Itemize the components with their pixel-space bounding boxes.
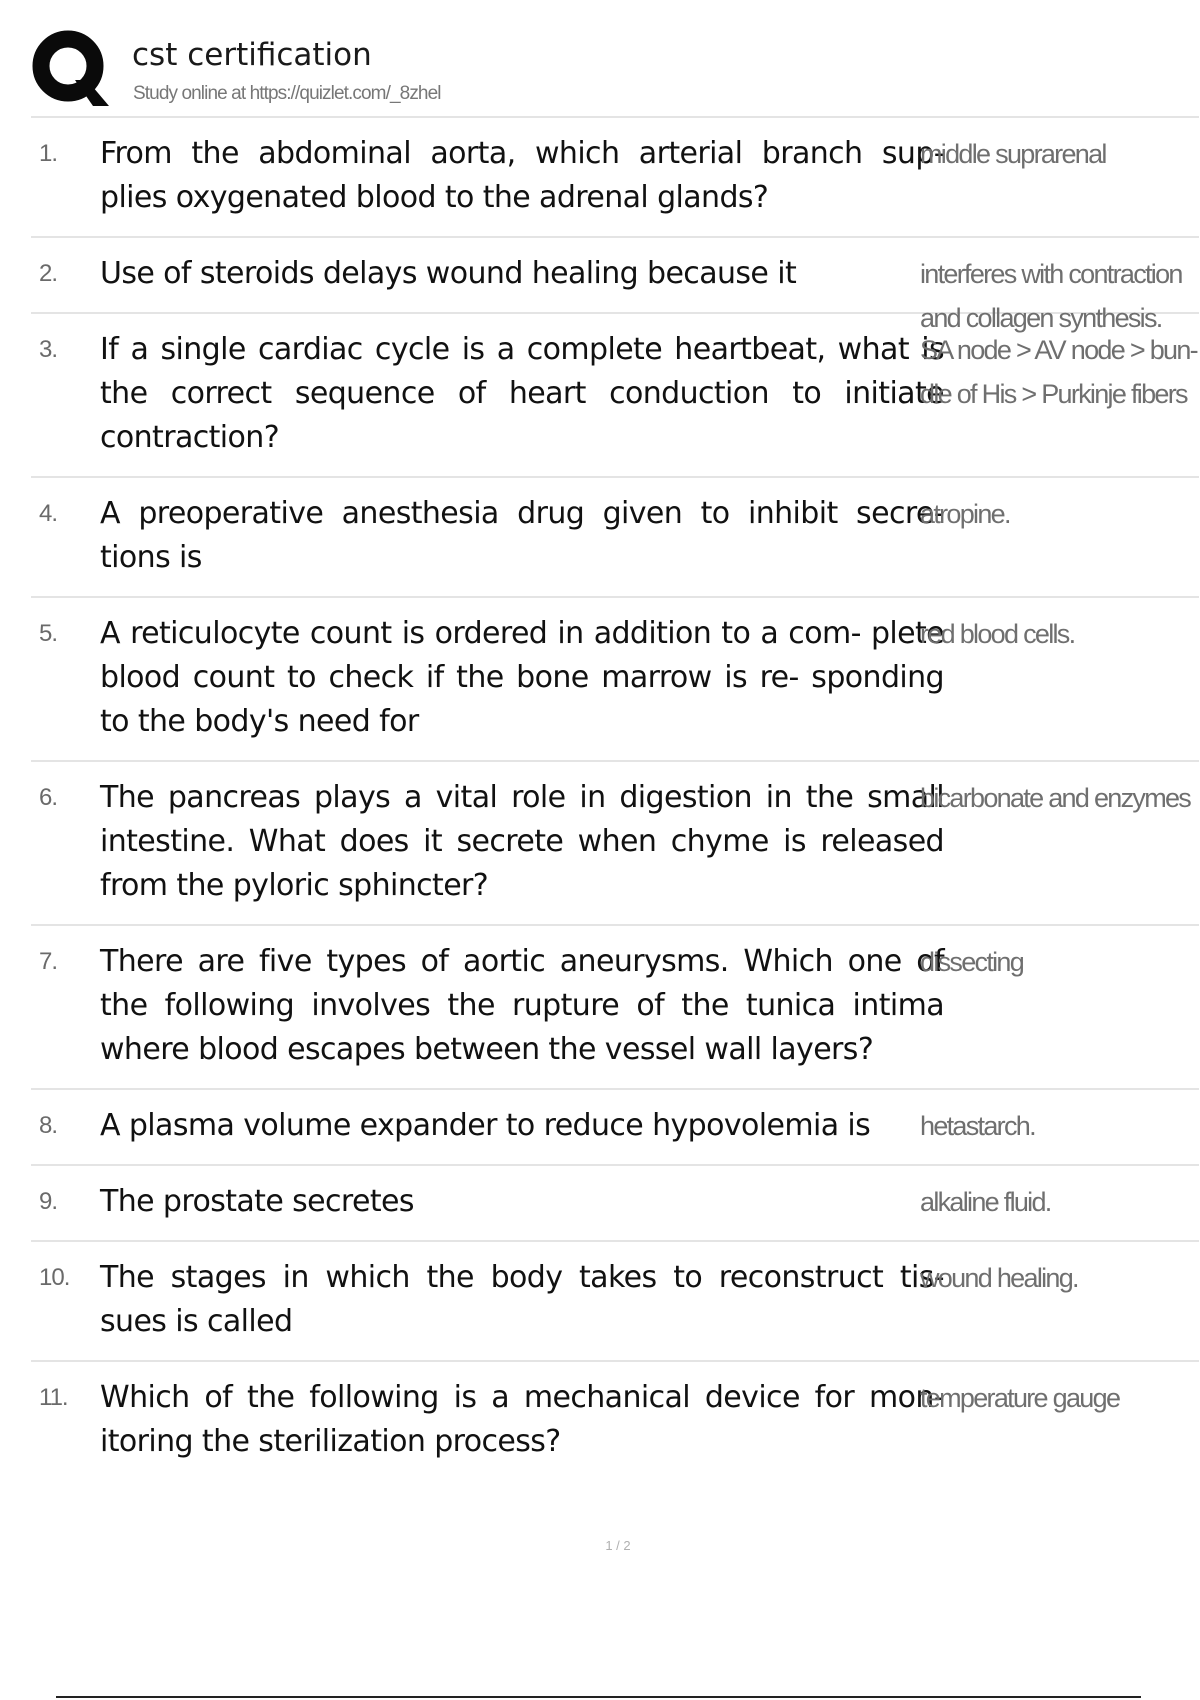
flashcard-list — [31, 118, 1199, 1480]
card-definition: bicarbonate and enzymes — [920, 783, 1191, 813]
card-number: 8. — [39, 1112, 58, 1139]
card-definition: wound healing. — [920, 1263, 1078, 1293]
card-definition: dissecting — [920, 947, 1024, 977]
flashcard-row — [31, 762, 1199, 926]
set-title: cst certification — [132, 37, 372, 73]
card-term: Which of the following is a mechanical device for mon- itoring the sterilization process? — [100, 1380, 944, 1459]
card-definition: interferes with contraction and collagen synthesis. — [920, 259, 1182, 333]
card-number: 6. — [39, 784, 58, 811]
flashcard-row — [31, 118, 1199, 238]
card-definition: atropine. — [920, 499, 1010, 529]
card-definition: alkaline fluid. — [920, 1187, 1051, 1217]
card-term: The prostate secretes — [100, 1184, 414, 1219]
study-online-link[interactable]: Study online at https://quizlet.com/_8zhel — [133, 83, 441, 104]
card-number: 5. — [39, 620, 58, 647]
card-term: A reticulocyte count is ordered in addition to a com- plete blood count to check if the bone marrow is re- sponding to the body's need for — [100, 616, 944, 739]
card-number: 7. — [39, 948, 58, 975]
flashcard-row — [31, 1090, 1199, 1166]
card-definition: temperature gauge — [920, 1383, 1120, 1413]
card-definition: red blood cells. — [920, 619, 1075, 649]
card-term: From the abdominal aorta, which arterial branch sup- plies oxygenated blood to the adrenal glands? — [100, 136, 944, 215]
card-term: If a single cardiac cycle is a complete heartbeat, what is the correct sequence of heart conduction to initiate contraction? — [100, 332, 944, 455]
page-header — [31, 30, 1199, 118]
card-number: 11. — [39, 1384, 68, 1411]
bottom-divider — [56, 1696, 1141, 1698]
flashcard-row — [31, 478, 1199, 598]
flashcard-row — [31, 314, 1199, 478]
card-number: 1. — [39, 140, 58, 167]
card-term: A plasma volume expander to reduce hypovolemia is — [100, 1108, 871, 1143]
card-term: The stages in which the body takes to reconstruct tis- sues is called — [100, 1260, 944, 1339]
card-term: The pancreas plays a vital role in digestion in the small intestine. What does it secrete when chyme is released from the pyloric sphincter? — [100, 780, 944, 903]
page-number: 1 / 2 — [605, 1538, 631, 1553]
flashcard-row — [31, 1362, 1199, 1480]
flashcard-row — [31, 1242, 1199, 1362]
card-term: There are five types of aortic aneurysms. Which one of the following involves the rupture of the tunica intima where blood escapes between the vessel wall layers? — [100, 944, 944, 1067]
card-definition: SA node > AV node > bun- dle of His > Purkinje fibers — [920, 335, 1197, 409]
card-number: 2. — [39, 260, 58, 287]
flashcard-row — [31, 926, 1199, 1090]
card-definition: middle suprarenal — [920, 139, 1106, 169]
card-number: 9. — [39, 1188, 58, 1215]
quizlet-logo-icon — [31, 30, 111, 110]
card-term: Use of steroids delays wound healing because it — [100, 256, 797, 291]
card-term: A preoperative anesthesia drug given to inhibit secre- tions is — [100, 496, 944, 575]
flashcard-row — [31, 598, 1199, 762]
card-definition: hetastarch. — [920, 1111, 1035, 1141]
card-number: 3. — [39, 336, 58, 363]
card-number: 4. — [39, 500, 58, 527]
flashcard-row — [31, 1166, 1199, 1242]
card-number: 10. — [39, 1264, 70, 1291]
flashcard-row — [31, 238, 1199, 333]
